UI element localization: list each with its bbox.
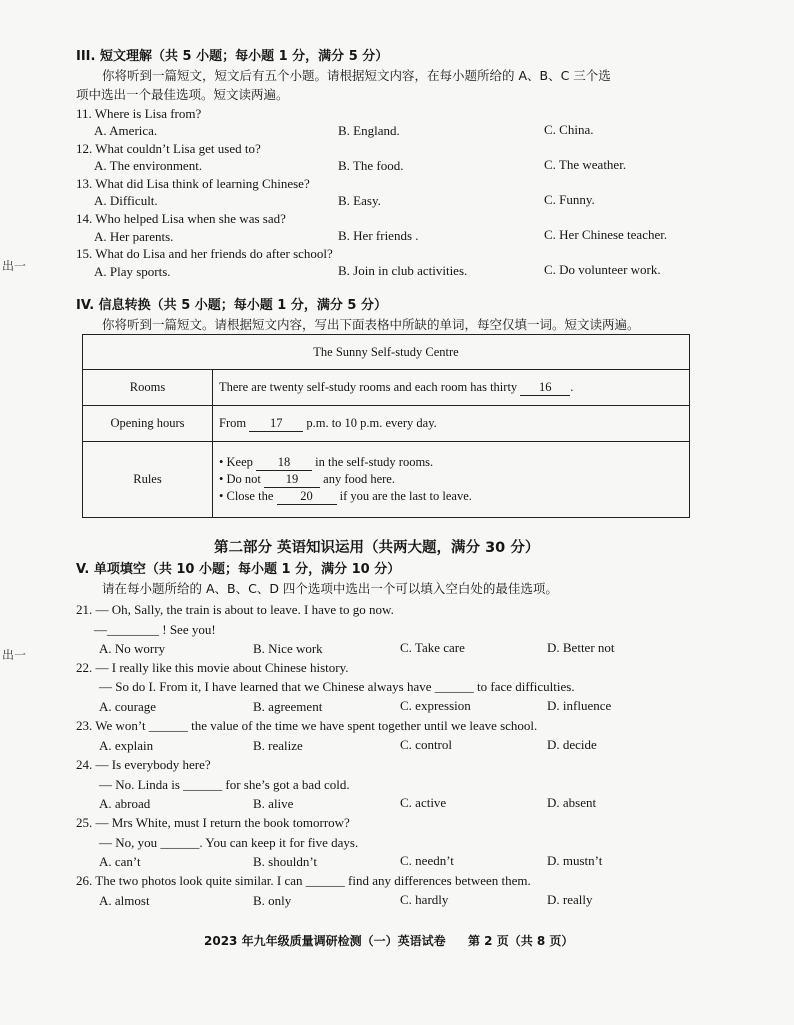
option-a: A. Difficult. — [94, 193, 158, 208]
option-c: C. needn’t — [400, 853, 454, 868]
question-text: — So do I. From it, I have learned that we Chinese always have ______ to face difficulties. — [99, 679, 575, 694]
option-d: D. mustn’t — [547, 853, 603, 868]
section-3-instruction: 项中选出一个最佳选项。短文读两遍。 — [76, 87, 289, 102]
option-c: C. Funny. — [544, 192, 595, 207]
rooms-text-end: . — [570, 379, 574, 394]
question-text: 26. The two photos look quite similar. I can ______ find any differences between them. — [76, 873, 531, 888]
option-a: A. courage — [99, 699, 157, 714]
option-b: B. only — [253, 893, 292, 908]
table-cell-hours — [213, 406, 690, 442]
hours-text: From — [219, 415, 247, 430]
rule-text: any food here. — [323, 472, 395, 486]
question-text: 21. — Oh, Sally, the train is about to leave. I have to go now. — [76, 602, 394, 617]
section-3-instruction: 你将听到一篇短文，短文后有五个小题。请根据短文内容，在每小题所给的 A、B、C 三个选 — [102, 68, 611, 83]
rooms-text: There are twenty self-study rooms and each room has thirty — [219, 379, 518, 394]
question-text: 23. We won’t ______ the value of the time we have spent together until we leave school. — [76, 718, 538, 733]
option-a: A. can’t — [99, 854, 141, 869]
rule-line — [219, 471, 683, 488]
option-a: A. explain — [99, 738, 154, 753]
rule-text: if you are the last to leave. — [339, 489, 472, 503]
table-title: The Sunny Self-study Centre — [83, 335, 690, 370]
option-d: D. decide — [547, 737, 597, 752]
table-cell-rules — [213, 442, 690, 518]
question-text: — No, you ______. You can keep it for five days. — [99, 835, 359, 850]
option-b: B. The food. — [338, 158, 404, 173]
section-3-heading: III. 短文理解（共 5 小题；每小题 1 分，满分 5 分） — [76, 49, 389, 64]
option-b: B. alive — [253, 796, 294, 811]
option-c: C. Do volunteer work. — [544, 262, 661, 277]
info-table — [82, 334, 690, 518]
question-text: — No. Linda is ______ for she’s got a bad cold. — [99, 777, 350, 792]
question-text: 15. What do Lisa and her friends do after school? — [76, 246, 333, 261]
section-5-heading: V. 单项填空（共 10 小题；每小题 1 分，满分 10 分） — [76, 562, 401, 577]
rule-text: in the self-study rooms. — [315, 455, 434, 469]
question-text: 24. — Is everybody here? — [76, 757, 211, 772]
question-text: 25. — Mrs White, must I return the book tomorrow? — [76, 815, 350, 830]
option-b: B. England. — [338, 123, 400, 138]
option-b: B. Her friends . — [338, 228, 419, 243]
rule-line — [219, 454, 683, 471]
question-text: 11. Where is Lisa from? — [76, 106, 202, 121]
table-cell-rooms — [213, 370, 690, 406]
margin-mark: 出一 — [2, 259, 27, 273]
question-text: —________ ! See you! — [94, 622, 216, 637]
option-b: B. Easy. — [338, 193, 381, 208]
option-a: A. abroad — [99, 796, 151, 811]
section-4-instruction: 你将听到一篇短文。请根据短文内容，写出下面表格中所缺的单词，每空仅填一词。短文读两遍。 — [102, 317, 640, 332]
answer-blank-18: 18 — [256, 454, 312, 471]
option-b: B. Nice work — [253, 641, 323, 656]
option-b: B. shouldn’t — [253, 854, 318, 869]
option-a: A. almost — [99, 893, 150, 908]
option-a: A. America. — [94, 123, 158, 138]
option-b: B. agreement — [253, 699, 323, 714]
margin-mark: 出一 — [2, 648, 27, 662]
option-d: D. absent — [547, 795, 597, 810]
option-c: C. China. — [544, 122, 594, 137]
question-text: 13. What did Lisa think of learning Chinese? — [76, 176, 310, 191]
option-d: D. Better not — [547, 640, 615, 655]
question-text: 14. Who helped Lisa when she was sad? — [76, 211, 286, 226]
section-4-heading: IV. 信息转换（共 5 小题；每小题 1 分，满分 5 分） — [76, 298, 387, 313]
option-c: C. hardly — [400, 892, 449, 907]
option-a: A. No worry — [99, 641, 166, 656]
option-c: C. Her Chinese teacher. — [544, 227, 668, 242]
option-d: D. really — [547, 892, 593, 907]
rule-text: • Keep — [219, 455, 253, 469]
table-label-rules: Rules — [83, 442, 213, 518]
option-d: D. influence — [547, 698, 612, 713]
option-b: B. Join in club activities. — [338, 263, 468, 278]
answer-blank-16: 16 — [520, 380, 570, 396]
option-a: A. Play sports. — [94, 264, 171, 279]
table-label-hours: Opening hours — [83, 406, 213, 442]
option-a: A. The environment. — [94, 158, 203, 173]
question-text: 12. What couldn’t Lisa get used to? — [76, 141, 261, 156]
hours-text-end: p.m. to 10 p.m. every day. — [306, 415, 437, 430]
table-label-rooms: Rooms — [83, 370, 213, 406]
rule-text: • Close the — [219, 489, 274, 503]
option-b: B. realize — [253, 738, 303, 753]
option-c: C. control — [400, 737, 452, 752]
rule-text: • Do not — [219, 472, 261, 486]
option-c: C. Take care — [400, 640, 465, 655]
footer-page-number: 第 2 页（共 8 页） — [468, 934, 574, 948]
section-5-instruction: 请在每小题所给的 A、B、C、D 四个选项中选出一个可以填入空白处的最佳选项。 — [102, 581, 558, 596]
answer-blank-20: 20 — [277, 488, 337, 505]
answer-blank-17: 17 — [249, 416, 303, 432]
answer-blank-19: 19 — [264, 471, 320, 488]
option-a: A. Her parents. — [94, 229, 174, 244]
part-2-title: 第二部分 英语知识运用（共两大题，满分 30 分） — [214, 540, 540, 556]
question-text: 22. — I really like this movie about Chinese history. — [76, 660, 349, 675]
option-c: C. active — [400, 795, 447, 810]
option-c: C. The weather. — [544, 157, 627, 172]
rule-line — [219, 488, 683, 505]
footer-title: 2023 年九年级质量调研检测（一）英语试卷 — [204, 934, 446, 948]
option-c: C. expression — [400, 698, 471, 713]
